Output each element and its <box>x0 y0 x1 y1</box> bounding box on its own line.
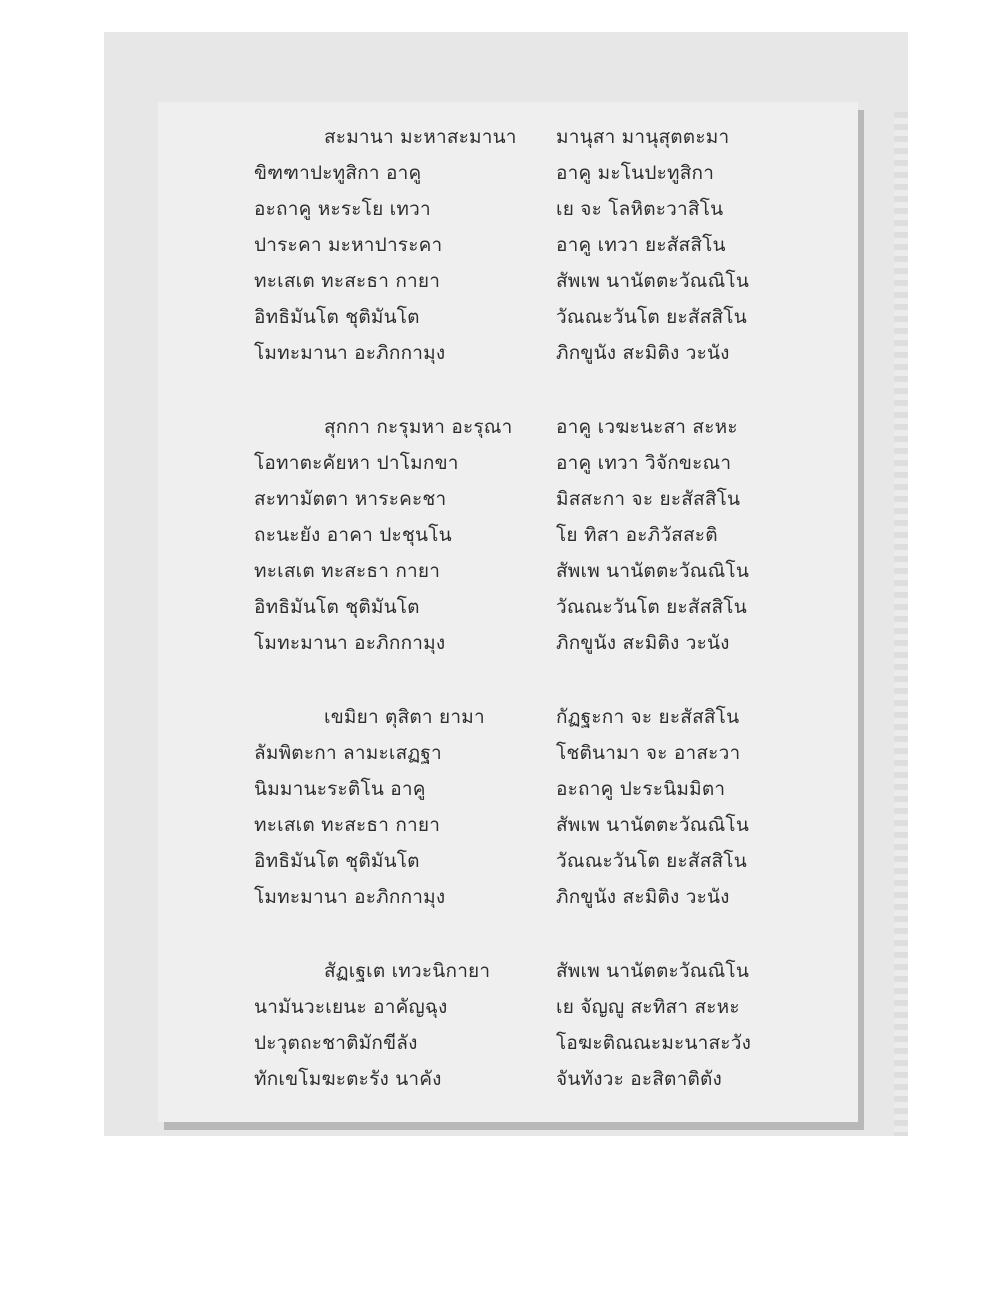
stanza-line-left: อะถาคู หะระโย เทวา <box>254 198 431 220</box>
stanza-line-left: ทะเสเต ทะสะธา กายา <box>254 814 441 836</box>
stanza-line-left: เขมิยา ตุสิตา ยามา <box>324 706 485 728</box>
stanza-line-right: อาคู เทวา วิจักขะณา <box>556 452 732 474</box>
stanza-line-right: อาคู เวฆะนะสา สะหะ <box>556 416 738 438</box>
stanza-line-right: เย จะ โลหิตะวาสิโน <box>556 198 724 220</box>
stanza-line-left: โมทะมานา อะภิกกามุง <box>254 886 446 908</box>
stanza-line-right: วัณณะวันโต ยะสัสสิโน <box>556 596 747 618</box>
stanza-line-right: อาคู เทวา ยะสัสสิโน <box>556 234 726 256</box>
stanza-line-left: ขิฑฑาปะทูสิกา อาคู <box>254 162 422 184</box>
stanza-line-right: โชตินามา จะ อาสะวา <box>556 742 741 764</box>
stanza-line-right: อะถาคู ปะระนิมมิตา <box>556 778 726 800</box>
stanza-line-left: อิทธิมันโต ชุติมันโต <box>254 850 420 872</box>
stanza-line-right: ภิกขูนัง สะมิติง วะนัง <box>556 886 730 908</box>
stanza-line-right: โอฆะติณณะมะนาสะวัง <box>556 1032 752 1054</box>
stanza-line-left: ปะวุตถะชาติมักขีลัง <box>254 1032 418 1054</box>
book-page <box>158 102 858 1122</box>
stanza-line-right: สัพเพ นานัตตะวัณณิโน <box>556 560 750 582</box>
stanza-line-left: โมทะมานา อะภิกกามุง <box>254 632 446 654</box>
stanza-line-left: สะทามัตตา หาระคะชา <box>254 488 447 510</box>
stanza-line-left: ลัมพิตะกา ลามะเสฏฐา <box>254 742 442 764</box>
stanza-line-left: อิทธิมันโต ชุติมันโต <box>254 306 420 328</box>
stanza-line-left: นิมมานะระติโน อาคู <box>254 778 426 800</box>
stanza-line-right: ภิกขูนัง สะมิติง วะนัง <box>556 342 730 364</box>
stanza-line-left: สัฏเฐเต เทวะนิกายา <box>324 960 491 982</box>
stanza-line-right: จันทังวะ อะสิตาติตัง <box>556 1068 723 1090</box>
page-edge-shadow <box>894 112 908 1136</box>
stanza-line-left: ทะเสเต ทะสะธา กายา <box>254 270 441 292</box>
stanza-line-right: วัณณะวันโต ยะสัสสิโน <box>556 306 747 328</box>
stanza-line-right: สัพเพ นานัตตะวัณณิโน <box>556 814 750 836</box>
stanza-line-right: ภิกขูนัง สะมิติง วะนัง <box>556 632 730 654</box>
stanza-line-left: โมทะมานา อะภิกกามุง <box>254 342 446 364</box>
stanza-line-right: กัฏฐะกา จะ ยะสัสสิโน <box>556 706 740 728</box>
stanza-line-right: โย ทิสา อะภิวัสสะติ <box>556 524 718 546</box>
stanza-line-left: ทักเขโมฆะตะรัง นาคัง <box>254 1068 442 1090</box>
scanned-sheet <box>104 32 908 1136</box>
stanza-line-right: อาคู มะโนปะทูสิกา <box>556 162 715 184</box>
stanza-line-left: ถะนะยัง อาคา ปะชุนโน <box>254 524 452 546</box>
stanza-line-left: นามันวะเยนะ อาคัญฉุง <box>254 996 448 1018</box>
stanza-line-left: ปาระคา มะหาปาระคา <box>254 234 443 256</box>
stanza-line-right: มานุสา มานุสุตตะมา <box>556 126 730 148</box>
stanza-line-right: วัณณะวันโต ยะสัสสิโน <box>556 850 747 872</box>
stanza-line-left: สะมานา มะหาสะมานา <box>324 126 517 148</box>
stanza-line-right: มิสสะกา จะ ยะสัสสิโน <box>556 488 741 510</box>
stanza-line-left: สุกกา กะรุมหา อะรุณา <box>324 416 513 438</box>
stanza-line-right: สัพเพ นานัตตะวัณณิโน <box>556 270 750 292</box>
stanza-line-right: สัพเพ นานัตตะวัณณิโน <box>556 960 750 982</box>
stanza-line-right: เย จัญญู สะทิสา สะหะ <box>556 996 740 1018</box>
stanza-line-left: อิทธิมันโต ชุติมันโต <box>254 596 420 618</box>
stanza-line-left: ทะเสเต ทะสะธา กายา <box>254 560 441 582</box>
stanza-line-left: โอทาตะคัยหา ปาโมกขา <box>254 452 459 474</box>
